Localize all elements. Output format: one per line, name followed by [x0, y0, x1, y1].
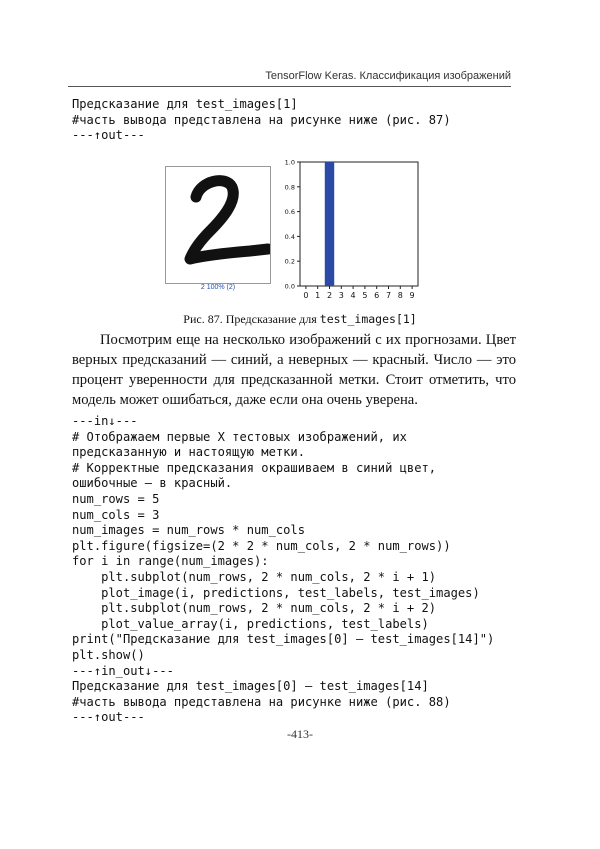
code-2-line: for i in range(num_images): [72, 554, 269, 569]
x-tick-label: 4 [350, 291, 356, 300]
code-2-line: предсказанную и настоящую метки. [72, 445, 305, 460]
digit-image [165, 166, 271, 284]
code-2-line: # Отображаем первые X тестовых изображений, их [72, 429, 407, 444]
y-tick-label: 0.0 [284, 282, 295, 291]
code-2-line: print("Предсказание для test_images[0] – test_images[14]") [72, 632, 495, 647]
code-2-line: plt.show() [72, 647, 145, 662]
code-1-line: #часть вывода представлена на рисунке ниже (рис. 87) [72, 112, 451, 127]
code-2-line: plt.subplot(num_rows, 2 * num_cols, 2 * i + 1) [72, 569, 437, 584]
x-tick-label: 0 [303, 291, 309, 300]
code-2-line: num_images = num_rows * num_cols [72, 523, 305, 538]
y-tick-label: 0.6 [284, 208, 295, 217]
header-rule [68, 86, 511, 87]
y-tick-label: 0.2 [284, 257, 295, 266]
x-tick-label: 7 [385, 291, 392, 300]
y-tick-label: 0.4 [284, 232, 295, 241]
code-2-line: Предсказание для test_images[0] – test_images[14] [72, 679, 429, 694]
running-header: TensorFlow Keras. Классификация изображений [265, 70, 511, 82]
x-tick-label: 8 [397, 291, 403, 300]
code-2-line: ошибочные — в красный. [72, 476, 233, 491]
code-block-output-1 [72, 97, 451, 144]
code-1-line: ---↑out--- [72, 128, 145, 143]
code-2-line: ---↑in_out↓--- [72, 663, 174, 678]
code-block-2 [72, 414, 494, 726]
code-2-line: # Корректные предсказания окрашиваем в синий цвет, [72, 460, 437, 475]
x-tick-label: 3 [338, 291, 344, 300]
x-tick-label: 2 [326, 291, 333, 300]
code-2-line: num_rows = 5 [72, 491, 160, 506]
code-2-line: #часть вывода представлена на рисунке ниже (рис. 88) [72, 694, 451, 709]
figure-caption [0, 312, 600, 327]
code-2-line: ---↑out--- [72, 710, 145, 725]
code-2-line: plot_image(i, predictions, test_labels, test_images) [72, 585, 480, 600]
figure-caption-text: Рис. 87. Предсказание для [183, 312, 320, 326]
x-tick-label: 5 [362, 291, 368, 300]
x-tick-label: 9 [409, 291, 415, 300]
prediction-bar-chart [282, 155, 422, 300]
y-tick-label: 0.8 [284, 183, 295, 192]
x-tick-label: 6 [374, 291, 380, 300]
code-2-line: plot_value_array(i, predictions, test_labels) [72, 616, 429, 631]
x-tick-label: 1 [315, 291, 321, 300]
body-paragraph: Посмотрим еще на несколько изображений с их прогнозами. Цвет верных предсказаний — синий, а неверных — красный. Число — это процент уверенности для предсказанной метки. Стоит отметить, что модель может ошибаться, даже если она очень уверена. [72, 332, 516, 408]
digit-prediction-label: 2 100% (2) [200, 284, 236, 291]
code-2-line: num_cols = 3 [72, 507, 160, 522]
plot-frame [300, 162, 418, 286]
digit-two-drawing [166, 167, 270, 283]
code-2-line: plt.figure(figsize=(2 * 2 * num_cols, 2 * num_rows)) [72, 538, 451, 553]
y-tick-label: 1.0 [284, 158, 295, 167]
code-2-line: plt.subplot(num_rows, 2 * num_cols, 2 * i + 2) [72, 601, 437, 616]
code-1-line: Предсказание для test_images[1] [72, 97, 298, 111]
code-2-line: ---in↓--- [72, 414, 138, 428]
page-number: -413- [287, 727, 313, 741]
bar-2 [325, 162, 334, 286]
figure-caption-code: test_images[1] [319, 312, 417, 326]
